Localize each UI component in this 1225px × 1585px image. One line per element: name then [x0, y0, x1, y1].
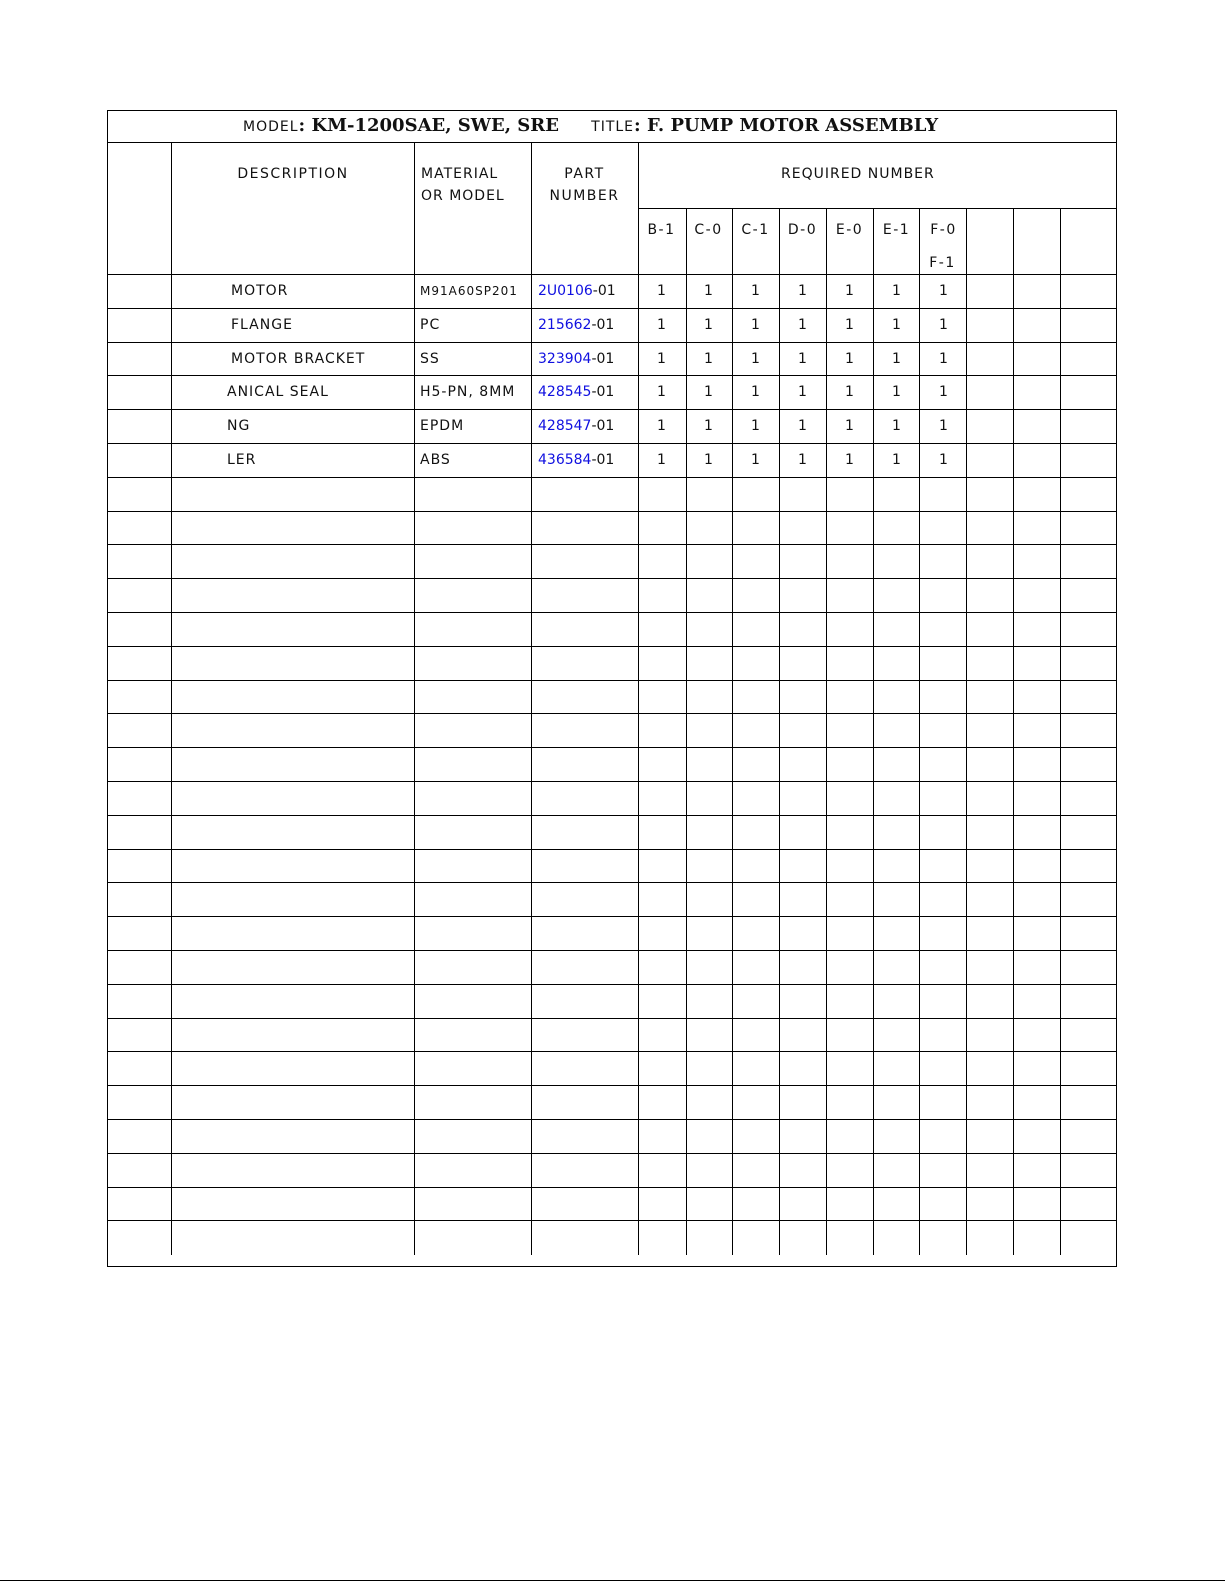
part-number-link[interactable]: 215662: [538, 316, 592, 333]
row-qty: 1: [892, 452, 901, 468]
row-qty: 1: [657, 384, 666, 401]
row-qty: 1: [657, 316, 666, 333]
column-line: [1013, 208, 1014, 1255]
header-variant-e-1: E-1: [882, 222, 911, 238]
row-qty: 1: [892, 384, 901, 401]
row-qty: 1: [751, 316, 760, 333]
row-qty: 1: [657, 350, 666, 367]
row-qty: 1: [798, 316, 807, 333]
row-description: MOTOR BRACKET: [231, 350, 366, 367]
header-material-line2: OR MODEL: [421, 188, 505, 204]
row-line: [108, 612, 1116, 613]
row-qty: 1: [939, 350, 948, 367]
title-value: : F. PUMP MOTOR ASSEMBLY: [634, 115, 939, 136]
row-line: [108, 916, 1116, 917]
row-line: [108, 578, 1116, 579]
row-part-number: [538, 350, 614, 368]
row-qty: 1: [845, 384, 854, 401]
part-number-suffix: -01: [591, 384, 615, 401]
row-part-number: [538, 316, 614, 334]
row-line: [108, 342, 1116, 343]
row-qty: 1: [939, 283, 948, 299]
row-qty: 1: [657, 418, 666, 435]
header-variant-e-0: E-0: [835, 222, 864, 238]
row-line: [108, 646, 1116, 647]
row-qty: 1: [751, 384, 760, 401]
row-line: [108, 1220, 1116, 1221]
part-number-link[interactable]: 428545: [538, 384, 592, 401]
row-description: LER: [227, 452, 257, 468]
row-line: [108, 680, 1116, 681]
part-number-suffix: -01: [591, 452, 615, 468]
row-description: ANICAL SEAL: [227, 384, 329, 401]
row-qty: 1: [892, 283, 901, 299]
row-qty: 1: [798, 452, 807, 468]
row-material: SS: [420, 350, 440, 367]
row-line: [108, 477, 1116, 478]
row-line: [108, 409, 1116, 410]
header-variant-f1: F-1: [929, 255, 956, 271]
part-number-suffix: -01: [592, 283, 616, 299]
row-line: [108, 1085, 1116, 1086]
row-line: [108, 1153, 1116, 1154]
row-qty: 1: [845, 316, 854, 333]
row-qty: 1: [845, 350, 854, 367]
title-bar: [108, 111, 1116, 143]
row-qty: 1: [704, 384, 713, 401]
parts-list-sheet: [107, 110, 1117, 1267]
row-qty: 1: [845, 418, 854, 435]
row-qty: 1: [751, 283, 760, 299]
row-qty: 1: [657, 452, 666, 468]
row-line: [108, 1187, 1116, 1188]
row-qty: 1: [704, 350, 713, 367]
part-number-link[interactable]: 323904: [538, 350, 592, 367]
row-description: MOTOR: [231, 283, 289, 299]
row-material: ABS: [420, 452, 451, 468]
row-qty: 1: [751, 452, 760, 468]
row-qty: 1: [704, 283, 713, 299]
header-description: DESCRIPTION: [237, 166, 349, 182]
row-qty: 1: [657, 283, 666, 299]
row-line: [108, 1051, 1116, 1052]
header-part-line2: NUMBER: [549, 188, 620, 204]
part-number-suffix: -01: [591, 418, 615, 435]
part-number-suffix: -01: [591, 316, 615, 333]
row-material: M91A60SP201: [420, 284, 518, 298]
row-qty: 1: [939, 418, 948, 435]
row-line: [108, 308, 1116, 309]
row-line: [108, 984, 1116, 985]
title-label: TITLE: [591, 119, 635, 135]
part-number-link[interactable]: 2U0106: [538, 283, 593, 299]
row-qty: 1: [798, 350, 807, 367]
row-part-number: [538, 282, 616, 300]
header-part-line1: PART: [564, 166, 605, 182]
model-value: : KM-1200SAE, SWE, SRE: [298, 115, 559, 136]
row-line: [108, 274, 1116, 275]
header-material-line1: MATERIAL: [421, 166, 499, 182]
row-line: [108, 1119, 1116, 1120]
row-qty: 1: [939, 452, 948, 468]
header-variant-c-0: C-0: [694, 222, 723, 238]
row-qty: 1: [939, 384, 948, 401]
row-qty: 1: [798, 418, 807, 435]
row-qty: 1: [939, 316, 948, 333]
row-description: NG: [227, 418, 251, 435]
row-qty: 1: [845, 452, 854, 468]
header-variant-c-1: C-1: [741, 222, 770, 238]
row-qty: 1: [704, 452, 713, 468]
row-line: [108, 1018, 1116, 1019]
row-qty: 1: [798, 384, 807, 401]
row-part-number: [538, 451, 614, 469]
row-part-number: [538, 417, 614, 435]
row-material: PC: [420, 316, 441, 333]
row-qty: 1: [798, 283, 807, 299]
page-bottom-rule: [0, 1580, 1225, 1581]
part-number-suffix: -01: [591, 350, 615, 367]
row-line: [108, 849, 1116, 850]
column-line: [1060, 208, 1061, 1255]
row-line: [108, 511, 1116, 512]
row-line: [108, 544, 1116, 545]
row-line: [108, 882, 1116, 883]
row-qty: 1: [892, 316, 901, 333]
row-qty: 1: [704, 418, 713, 435]
row-line: [108, 950, 1116, 951]
row-qty: 1: [892, 350, 901, 367]
row-description: FLANGE: [231, 316, 293, 333]
header-variant-f-0: F-0: [930, 222, 957, 238]
row-material: H5-PN, 8MM: [420, 384, 516, 401]
part-number-link[interactable]: 428547: [538, 418, 592, 435]
header-variant-b-1: B-1: [647, 222, 676, 238]
row-qty: 1: [892, 418, 901, 435]
row-line: [108, 443, 1116, 444]
header-divider: [638, 208, 1116, 209]
row-material: EPDM: [420, 418, 465, 435]
row-qty: 1: [845, 283, 854, 299]
row-line: [108, 815, 1116, 816]
row-qty: 1: [751, 350, 760, 367]
row-qty: 1: [704, 316, 713, 333]
row-line: [108, 375, 1116, 376]
row-qty: 1: [751, 418, 760, 435]
row-line: [108, 781, 1116, 782]
model-label: MODEL: [243, 119, 299, 135]
part-number-link[interactable]: 436584: [538, 452, 592, 468]
row-line: [108, 747, 1116, 748]
row-line: [108, 713, 1116, 714]
row-part-number: [538, 383, 614, 401]
header-required-number: REQUIRED NUMBER: [781, 166, 935, 182]
header-variant-d-0: D-0: [787, 222, 818, 238]
